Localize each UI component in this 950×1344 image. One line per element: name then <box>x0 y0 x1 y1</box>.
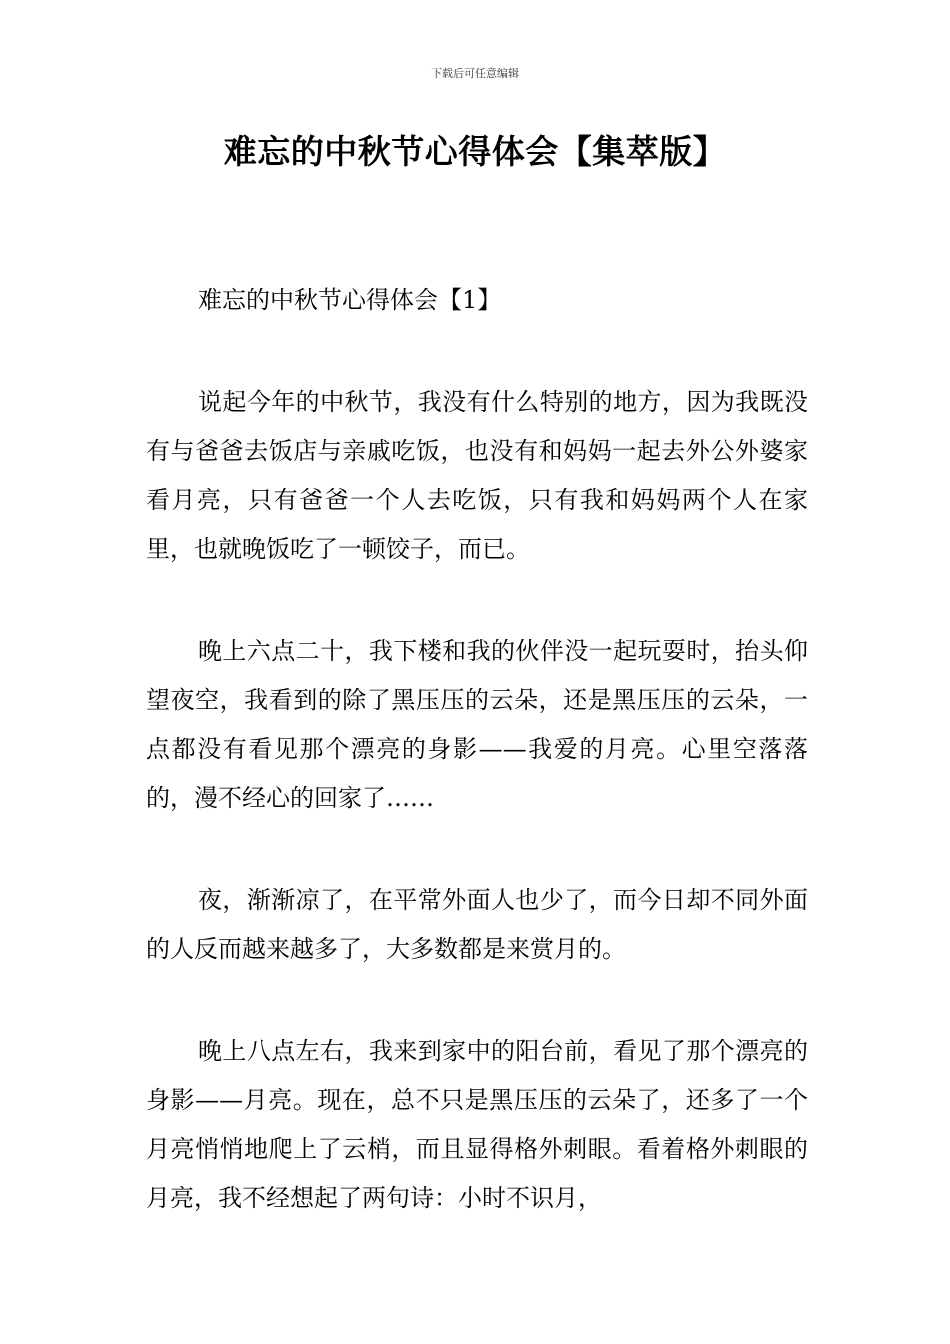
header-note: 下载后可任意编辑 <box>431 67 519 80</box>
section-heading: 难忘的中秋节心得体会【1】 <box>198 286 502 314</box>
paragraph-4: 晚上八点左右，我来到家中的阳台前，看见了那个漂亮的身影——月亮。现在，总不只是黑压压的云朵了，还多了一个月亮悄悄地爬上了云梢，而且显得格外刺眼。看着格外刺眼的月亮，我不经想起了两句诗：小时不识月， <box>146 1037 808 1212</box>
paragraph-3: 夜，渐渐凉了，在平常外面人也少了，而今日却不同外面的人反而越来越多了，大多数都是来赏月的。 <box>146 886 808 963</box>
paragraph-1: 说起今年的中秋节，我没有什么特别的地方，因为我既没有与爸爸去饭店与亲戚吃饭，也没有和妈妈一起去外公外婆家看月亮，只有爸爸一个人去吃饭，只有我和妈妈两个人在家里，也就晚饭吃了一顿饺子，而已。 <box>146 388 808 563</box>
document-title: 难忘的中秋节心得体会【集萃版】 <box>223 132 727 171</box>
document-body <box>146 276 808 1223</box>
paragraph-2: 晚上六点二十，我下楼和我的伙伴没一起玩耍时，抬头仰望夜空，我看到的除了黑压压的云朵，还是黑压压的云朵，一点都没有看见那个漂亮的身影——我爱的月亮。心里空落落的，漫不经心的回家了…… <box>146 637 808 812</box>
